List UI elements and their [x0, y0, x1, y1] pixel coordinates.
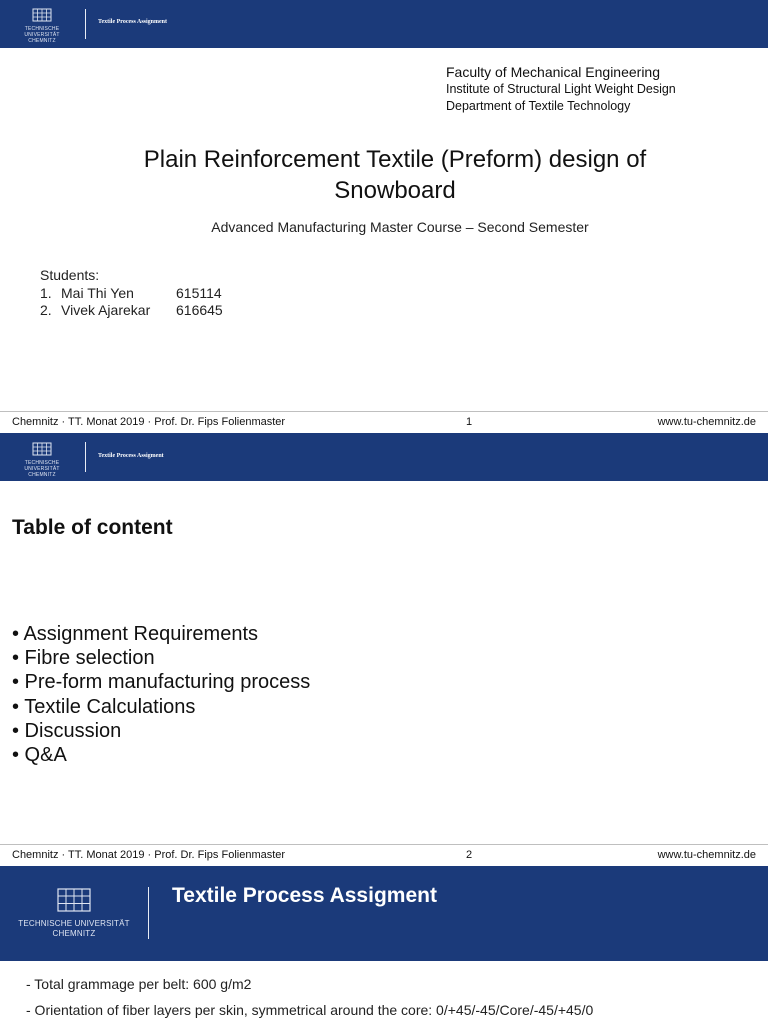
toc-title: Table of content — [12, 516, 173, 539]
slide-header — [0, 433, 768, 481]
student-id: 616645 — [176, 302, 223, 318]
faculty-block — [446, 63, 676, 115]
title-line: Snowboard — [334, 177, 456, 204]
toc-list — [12, 622, 310, 767]
tu-chemnitz-logo — [8, 8, 76, 44]
logo-line: TECHNISCHE UNIVERSITÄT — [18, 919, 130, 928]
page-number: 2 — [466, 849, 473, 861]
tu-chemnitz-logo — [8, 442, 76, 478]
toc-item: • Textile Calculations — [12, 695, 196, 718]
title-line: Plain Reinforcement Textile (Preform) design of — [143, 146, 647, 173]
student-name: Vivek Ajarekar — [61, 302, 151, 318]
header-title: Textile Process Assignment — [98, 19, 167, 25]
slide-header — [0, 0, 768, 48]
toc-item: • Assignment Requirements — [12, 623, 259, 645]
slide-header — [0, 866, 768, 961]
students-block — [40, 267, 223, 320]
slide-subtitle: Advanced Manufacturing Master Course – Second Semester — [211, 219, 589, 235]
institute-name: Institute of Structural Light Weight Design — [446, 82, 676, 96]
logo-line: TECHNISCHE UNIVERSITÄT — [24, 26, 60, 38]
tu-chemnitz-logo — [18, 888, 130, 939]
slide-1 — [0, 0, 768, 433]
footer-url: www.tu-chemnitz.de — [657, 416, 756, 428]
student-row — [40, 302, 223, 320]
slide-footer — [0, 844, 768, 866]
logo-line: CHEMNITZ — [28, 472, 56, 478]
header-divider — [148, 887, 149, 939]
toc-item: • Q&A — [12, 744, 67, 767]
content-line: - Orientation of fiber layers per skin, symmetrical around the core: 0/+45/-45/Core/-45/+45/0 — [26, 1002, 594, 1018]
student-row — [40, 285, 223, 303]
toc-item: • Discussion — [12, 719, 122, 742]
footer-info: Chemnitz · TT. Monat 2019 · Prof. Dr. Fips Folienmaster — [12, 416, 286, 428]
building-icon — [32, 442, 52, 456]
content-line: - Total grammage per belt: 600 g/m2 — [26, 976, 252, 992]
logo-line: TECHNISCHE UNIVERSITÄT — [24, 460, 60, 472]
header-title: Textile Process Assigment — [98, 453, 164, 459]
slide-content — [26, 971, 593, 1023]
student-name: Mai Thi Yen — [61, 284, 134, 301]
student-number: 2. — [40, 302, 52, 318]
slide-footer — [0, 411, 768, 433]
page-number: 1 — [466, 416, 473, 428]
logo-line: CHEMNITZ — [52, 929, 96, 938]
slide-title — [0, 144, 768, 206]
header-divider — [85, 9, 86, 39]
building-icon — [57, 888, 91, 912]
footer-url: www.tu-chemnitz.de — [657, 849, 756, 861]
building-icon — [32, 8, 52, 22]
toc-item: • Pre-form manufacturing process — [12, 671, 311, 694]
student-number: 1. — [40, 284, 52, 301]
header-divider — [85, 442, 86, 472]
students-label: Students: — [40, 267, 100, 283]
footer-info: Chemnitz · TT. Monat 2019 · Prof. Dr. Fips Folienmaster — [12, 849, 286, 861]
faculty-name: Faculty of Mechanical Engineering — [446, 64, 661, 80]
logo-line: CHEMNITZ — [28, 38, 56, 44]
toc-item: • Fibre selection — [12, 647, 155, 670]
student-id: 615114 — [176, 284, 222, 301]
header-title: Textile Process Assigment — [172, 884, 437, 907]
department-name: Department of Textile Technology — [446, 99, 631, 113]
